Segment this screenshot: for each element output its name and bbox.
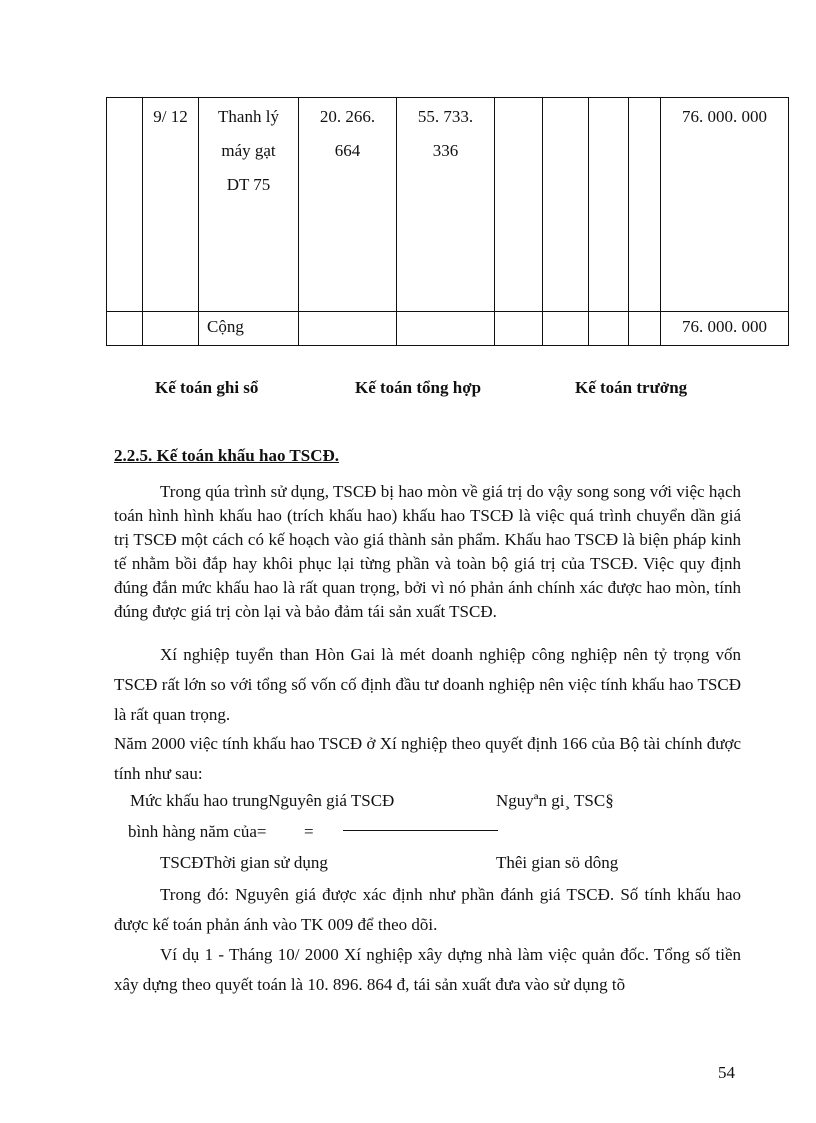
signature-recorder: Kế toán ghi sổ: [155, 378, 259, 397]
signature-general-accountant: Kế toán tổng hợp: [355, 378, 482, 397]
table-cell-value: [397, 98, 495, 312]
cell-line: 664: [334, 141, 361, 160]
total-label: Cộng: [199, 312, 299, 346]
paragraph: Trong qúa trình sử dụng, TSCĐ bị hao mòn về giá trị do vậy song song với việc hạch toán hình hình khấu hao (trích khấu hao) khấu hao TSCĐ là việc quá trình chuyển dần giá trị TSCĐ một cách có kế hoạch vào giá thành sản phẩm. Khấu hao TSCĐ là biện pháp kinh tế nhằm bồi đắp hay khôi phục lại từng phần và toàn bộ giá trị của TSCĐ. Việc quy định đúng đắn mức khấu hao là rất quan trọng, bởi vì nó phản ánh chính xác được hao mòn, tính đúng được giá trị còn lại và bảo đảm tái sản xuất TSCĐ.: [114, 482, 741, 621]
formula-line-2: bình hàng năm của=: [128, 822, 267, 841]
formula-numerator: Nguyªn gi¸ TSC§: [496, 791, 614, 810]
table-cell: [589, 312, 629, 346]
paragraph: Ví dụ 1 - Tháng 10/ 2000 Xí nghiệp xây dựng nhà làm việc quản đốc. Tổng số tiền xây dựng theo quyết toán là 10. 896. 864 đ, tái sản xuất đưa vào sử dụng tõ: [114, 945, 741, 994]
cell-line: Thanh lý: [218, 107, 279, 126]
cell-line: DT 75: [226, 175, 271, 194]
table-cell: [589, 98, 629, 312]
cell-line: 55. 733.: [417, 107, 474, 126]
table-row: [107, 98, 789, 312]
fraction-bar: [343, 830, 498, 831]
paragraph: Trong đó: Nguyên giá được xác định như phần đánh giá TSCĐ. Số tính khấu hao được kế toán phản ánh vào TK 009 để theo dõi.: [114, 885, 741, 934]
cell-line: 20. 266.: [319, 107, 376, 126]
cell-line: máy gạt: [221, 141, 276, 160]
table-cell: [299, 312, 397, 346]
page-number: 54: [718, 1063, 735, 1082]
table-cell: [543, 312, 589, 346]
formula-line-1: Mức khấu hao trungNguyên giá TSCĐ: [130, 791, 395, 810]
formula-equals: =: [304, 822, 314, 841]
signature-chief-accountant: Kế toán trưởng: [575, 378, 688, 397]
table-cell-date: 9/ 12: [143, 98, 199, 312]
table-cell: [397, 312, 495, 346]
table-cell: [143, 312, 199, 346]
total-amount: 76. 000. 000: [661, 312, 789, 346]
table-cell: [107, 312, 143, 346]
table-cell: [629, 98, 661, 312]
table-cell: [107, 98, 143, 312]
formula-denominator: Thêi gian sö dông: [496, 853, 619, 872]
section-heading: 2.2.5. Kế toán khấu hao TSCĐ.: [114, 446, 339, 465]
formula-line-3: TSCĐThời gian sử dụng: [160, 853, 328, 872]
cell-line: 336: [432, 141, 459, 160]
paragraph: Năm 2000 việc tính khấu hao TSCĐ ở Xí nghiệp theo quyết định 166 của Bộ tài chính được tính như sau:: [114, 734, 741, 783]
asset-ledger-table: [106, 97, 789, 346]
table-cell: [543, 98, 589, 312]
table-cell: [495, 98, 543, 312]
table-cell: [629, 312, 661, 346]
table-cell-amount: 76. 000. 000: [661, 98, 789, 312]
paragraph: Xí nghiệp tuyển than Hòn Gai là mét doanh nghiệp công nghiệp nên tỷ trọng vốn TSCĐ rất lớn so với tổng số vốn cố định đầu tư doanh nghiệp nên việc tính khấu hao TSCĐ là rất quan trọng.: [114, 645, 741, 724]
table-row-total: [107, 312, 789, 346]
table-cell-description: [199, 98, 299, 312]
table-cell-value: [299, 98, 397, 312]
table-cell: [495, 312, 543, 346]
